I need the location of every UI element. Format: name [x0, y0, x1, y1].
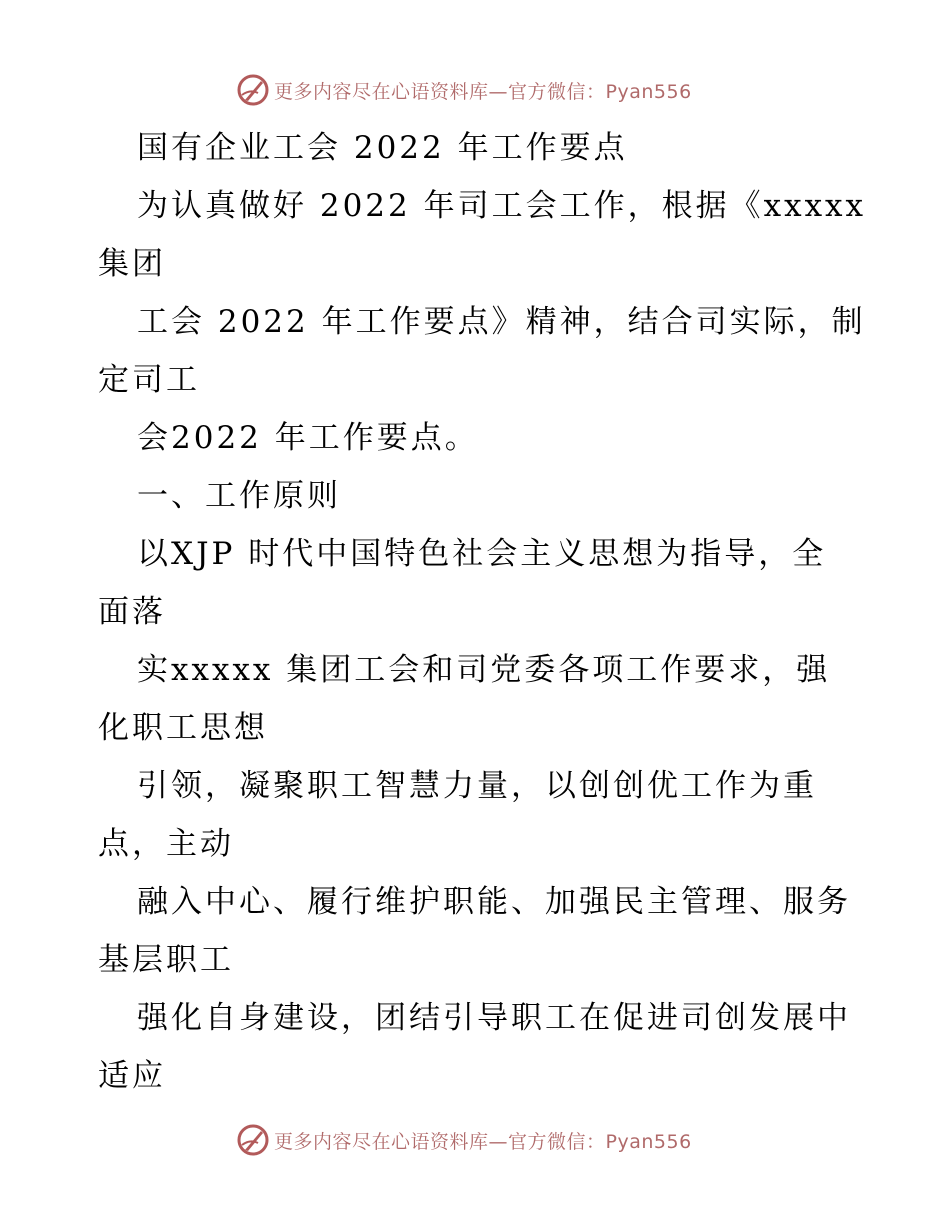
paragraph-line: 引领，凝聚职工智慧力量，以创创优工作为重: [137, 768, 817, 804]
header-banner: [236, 70, 692, 110]
paragraph-line: 化职工思想: [98, 710, 268, 746]
paragraph-line: 基层职工: [98, 942, 234, 978]
quill-pen-logo-icon: [236, 73, 270, 107]
paragraph-line: 会2022 年工作要点。: [137, 420, 479, 456]
document-title: 国有企业工会 2022 年工作要点: [137, 130, 628, 166]
paragraph-line: 工会 2022 年工作要点》精神，结合司实际，制: [137, 304, 866, 340]
footer-banner: [236, 1120, 692, 1160]
paragraph-line: 为认真做好 2022 年司工会工作，根据《xxxxx: [137, 188, 867, 224]
paragraph-line: 面落: [98, 594, 166, 630]
paragraph-line: 适应: [98, 1058, 166, 1094]
paragraph-line: 融入中心、履行维护职能、加强民主管理、服务: [137, 884, 851, 920]
paragraph-line: 以XJP 时代中国特色社会主义思想为指导，全: [137, 536, 827, 572]
paragraph-line: 强化自身建设，团结引导职工在促进司创发展中: [137, 1000, 851, 1036]
paragraph-line: 实xxxxx 集团工会和司党委各项工作要求，强: [137, 652, 831, 688]
footer-banner-text: 更多内容尽在心语资料库—官方微信：Pyan556: [274, 1130, 692, 1153]
section-heading: 一、工作原则: [137, 478, 341, 514]
paragraph-line: 定司工: [98, 362, 200, 398]
quill-pen-logo-icon: [236, 1123, 270, 1157]
paragraph-line: 集团: [98, 246, 166, 282]
paragraph-line: 点，主动: [98, 826, 234, 862]
header-banner-text: 更多内容尽在心语资料库—官方微信：Pyan556: [274, 80, 692, 103]
